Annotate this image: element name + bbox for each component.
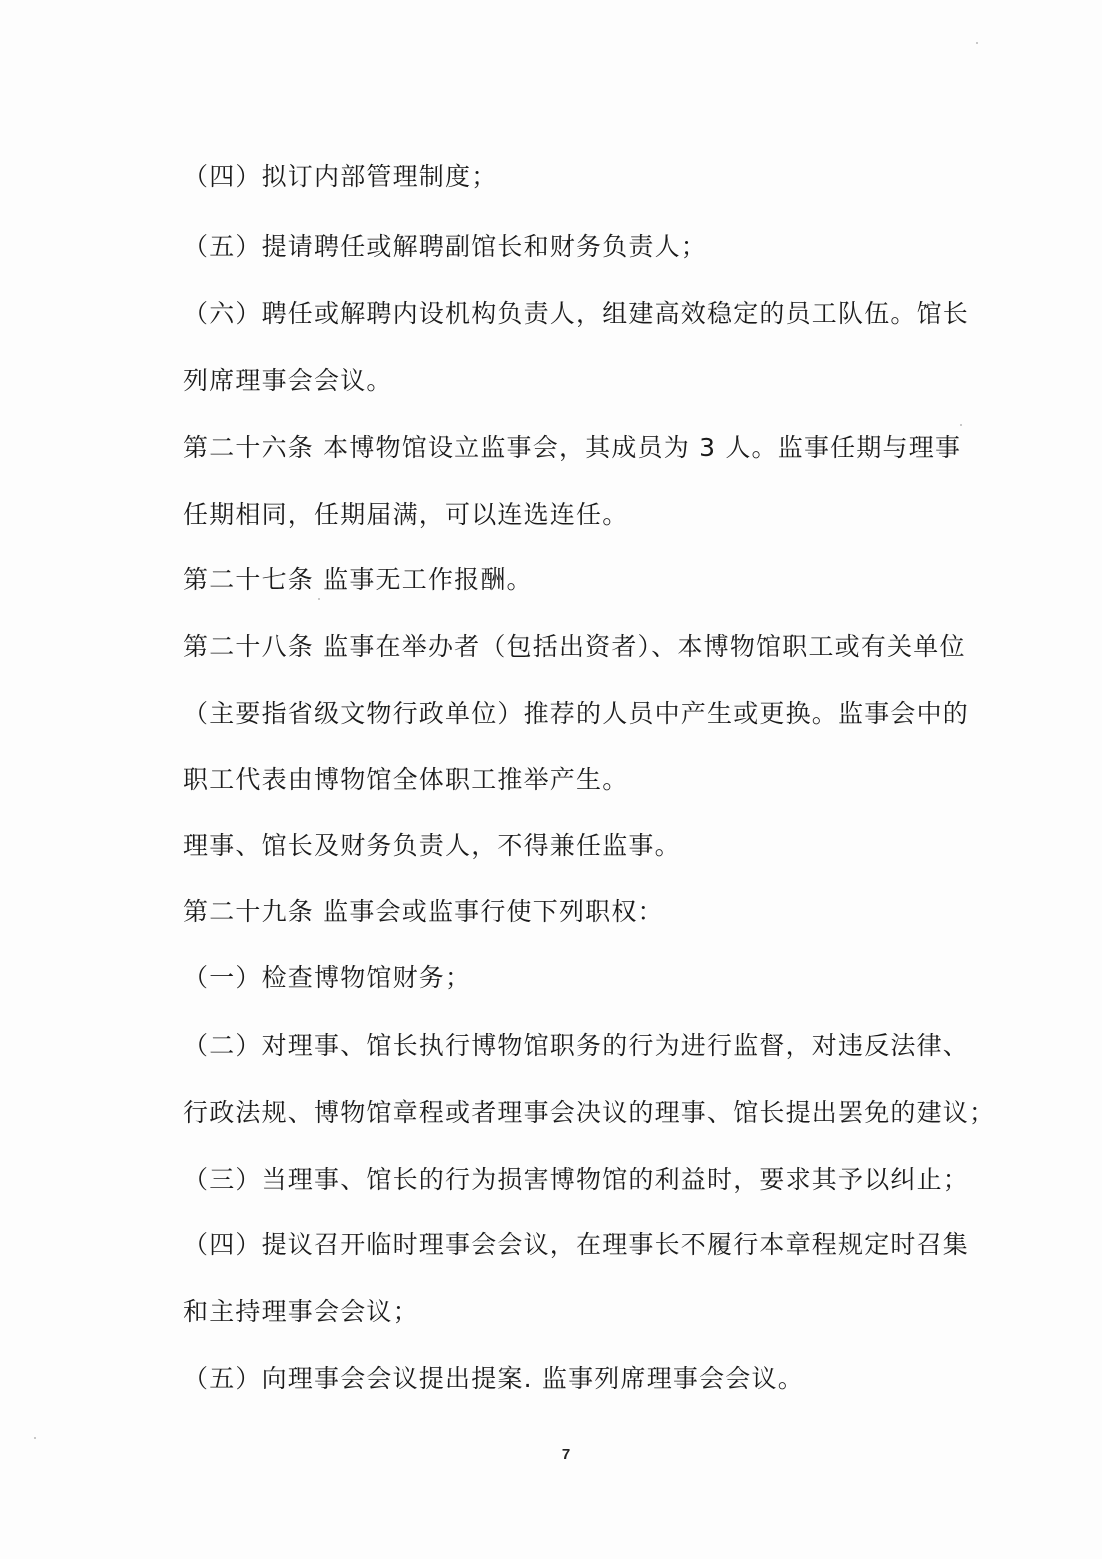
- text-line: （六）聘任或解聘内设机构负责人，组建高效稳定的员工队伍。馆长: [183, 299, 970, 328]
- text-line: 行政法规、博物馆章程或者理事会决议的理事、馆长提出罢免的建议；: [183, 1098, 996, 1127]
- text-line: 列席理事会会议。: [183, 366, 393, 395]
- text-line: （二）对理事、馆长执行博物馆职务的行为进行监督，对违反法律、: [183, 1031, 970, 1060]
- text-line: 第二十七条 监事无工作报酬。: [183, 565, 533, 594]
- scan-speck: [960, 424, 962, 426]
- text-line: 第二十六条 本博物馆设立监事会，其成员为 3 人。监事任期与理事: [183, 433, 962, 462]
- text-line: （三）当理事、馆长的行为损害博物馆的利益时，要求其予以纠止；: [183, 1165, 970, 1194]
- text-line: （主要指省级文物行政单位）推荐的人员中产生或更换。监事会中的: [183, 699, 970, 728]
- text-line: 理事、馆长及财务负责人，不得兼任监事。: [183, 831, 681, 860]
- text-line: （四）拟订内部管理制度；: [183, 162, 498, 191]
- scan-speck: [976, 42, 978, 44]
- text-line: （五）提请聘任或解聘副馆长和财务负责人；: [183, 232, 708, 261]
- text-line: （四）提议召开临时理事会会议，在理事长不履行本章程规定时召集: [183, 1230, 970, 1259]
- text-line: 第二十八条 监事在举办者（包括出资者）、本博物馆职工或有关单位: [183, 632, 966, 661]
- text-line: 任期相同，任期届满，可以连选连任。: [183, 500, 629, 529]
- text-line: （五）向理事会会议提出提案. 监事列席理事会会议。: [183, 1364, 804, 1393]
- text-line: 第二十九条 监事会或监事行使下列职权：: [183, 897, 664, 926]
- scan-speck: [34, 1437, 36, 1439]
- text-line: （一）检查博物馆财务；: [183, 963, 472, 992]
- text-line: 职工代表由博物馆全体职工推举产生。: [183, 765, 629, 794]
- scan-speck: [318, 598, 320, 600]
- text-line: 和主持理事会会议；: [183, 1297, 419, 1326]
- page-number: 7: [561, 1446, 571, 1463]
